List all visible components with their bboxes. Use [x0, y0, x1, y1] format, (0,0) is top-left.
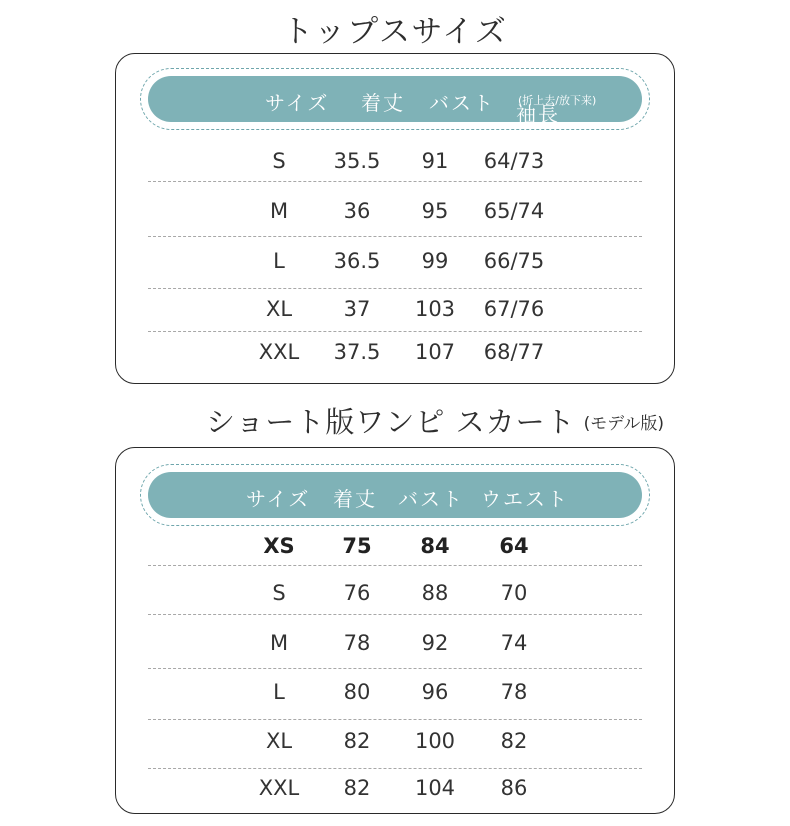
row-divider [148, 181, 642, 182]
cell-size: L [273, 249, 285, 273]
cell-waist: 74 [500, 631, 528, 655]
cell-waist: 86 [500, 776, 528, 800]
table-row [116, 297, 676, 327]
header-bust: バスト [429, 91, 495, 115]
skirt-title-note: (モデル版) [583, 414, 665, 434]
cell-bust: 88 [421, 581, 449, 605]
cell-length: 37.5 [333, 340, 381, 364]
cell-length: 36.5 [333, 249, 381, 273]
cell-bust: 100 [414, 729, 456, 753]
table-header [148, 472, 642, 518]
header-waist: ウエスト [481, 487, 569, 511]
cell-size: XS [263, 534, 295, 558]
header-length: 着丈 [333, 487, 377, 511]
cell-bust: 91 [421, 149, 449, 173]
table-header [148, 76, 642, 126]
table-row [116, 729, 676, 759]
table-row [116, 149, 676, 179]
row-divider [148, 719, 642, 720]
cell-sleeve: 67/76 [483, 297, 545, 321]
skirt-size-table [115, 447, 675, 814]
header-bust: バスト [398, 487, 464, 511]
row-divider [148, 288, 642, 289]
skirt-size-title: ショート版ワンピ スカート (モデル版) [206, 405, 665, 439]
cell-size: M [269, 631, 289, 655]
table-row [116, 631, 676, 661]
header-size: サイズ [265, 91, 330, 115]
cell-sleeve: 66/75 [483, 249, 545, 273]
cell-bust: 103 [414, 297, 456, 321]
cell-size: S [272, 581, 286, 605]
header-size: サイズ [246, 487, 311, 511]
cell-bust: 95 [421, 199, 449, 223]
table-row [116, 534, 676, 564]
cell-length: 76 [343, 581, 371, 605]
table-row [116, 199, 676, 229]
cell-bust: 96 [421, 680, 449, 704]
row-divider [148, 565, 642, 566]
cell-bust: 99 [421, 249, 449, 273]
tops-size-title: トップスサイズ [282, 14, 508, 50]
table-row [116, 680, 676, 710]
table-row [116, 340, 676, 370]
cell-waist: 82 [500, 729, 528, 753]
cell-size: XXL [258, 340, 300, 364]
cell-waist: 70 [500, 581, 528, 605]
row-divider [148, 614, 642, 615]
cell-bust: 107 [414, 340, 456, 364]
cell-waist: 64 [499, 534, 529, 558]
header-sleeve: 袖長 (折上去/放下来) [516, 94, 597, 126]
cell-length: 75 [342, 534, 372, 558]
cell-sleeve: 65/74 [483, 199, 545, 223]
cell-size: XL [265, 729, 293, 753]
cell-length: 82 [343, 776, 371, 800]
header-sleeve-note: (折上去/放下来) [518, 94, 597, 107]
row-divider [148, 236, 642, 237]
cell-bust: 84 [420, 534, 450, 558]
cell-size: XL [265, 297, 293, 321]
header-length: 着丈 [361, 91, 405, 115]
tops-size-table [115, 53, 675, 384]
cell-length: 36 [343, 199, 371, 223]
cell-length: 80 [343, 680, 371, 704]
table-row [116, 581, 676, 611]
row-divider [148, 331, 642, 332]
table-row [116, 249, 676, 279]
cell-length: 37 [343, 297, 371, 321]
row-divider [148, 668, 642, 669]
cell-bust: 104 [414, 776, 456, 800]
cell-size: L [273, 680, 285, 704]
cell-sleeve: 64/73 [483, 149, 545, 173]
table-row [116, 776, 676, 806]
cell-size: M [269, 199, 289, 223]
row-divider [148, 768, 642, 769]
cell-length: 82 [343, 729, 371, 753]
cell-length: 78 [343, 631, 371, 655]
cell-size: S [272, 149, 286, 173]
cell-bust: 92 [421, 631, 449, 655]
cell-length: 35.5 [333, 149, 381, 173]
cell-size: XXL [258, 776, 300, 800]
cell-waist: 78 [500, 680, 528, 704]
cell-sleeve: 68/77 [483, 340, 545, 364]
